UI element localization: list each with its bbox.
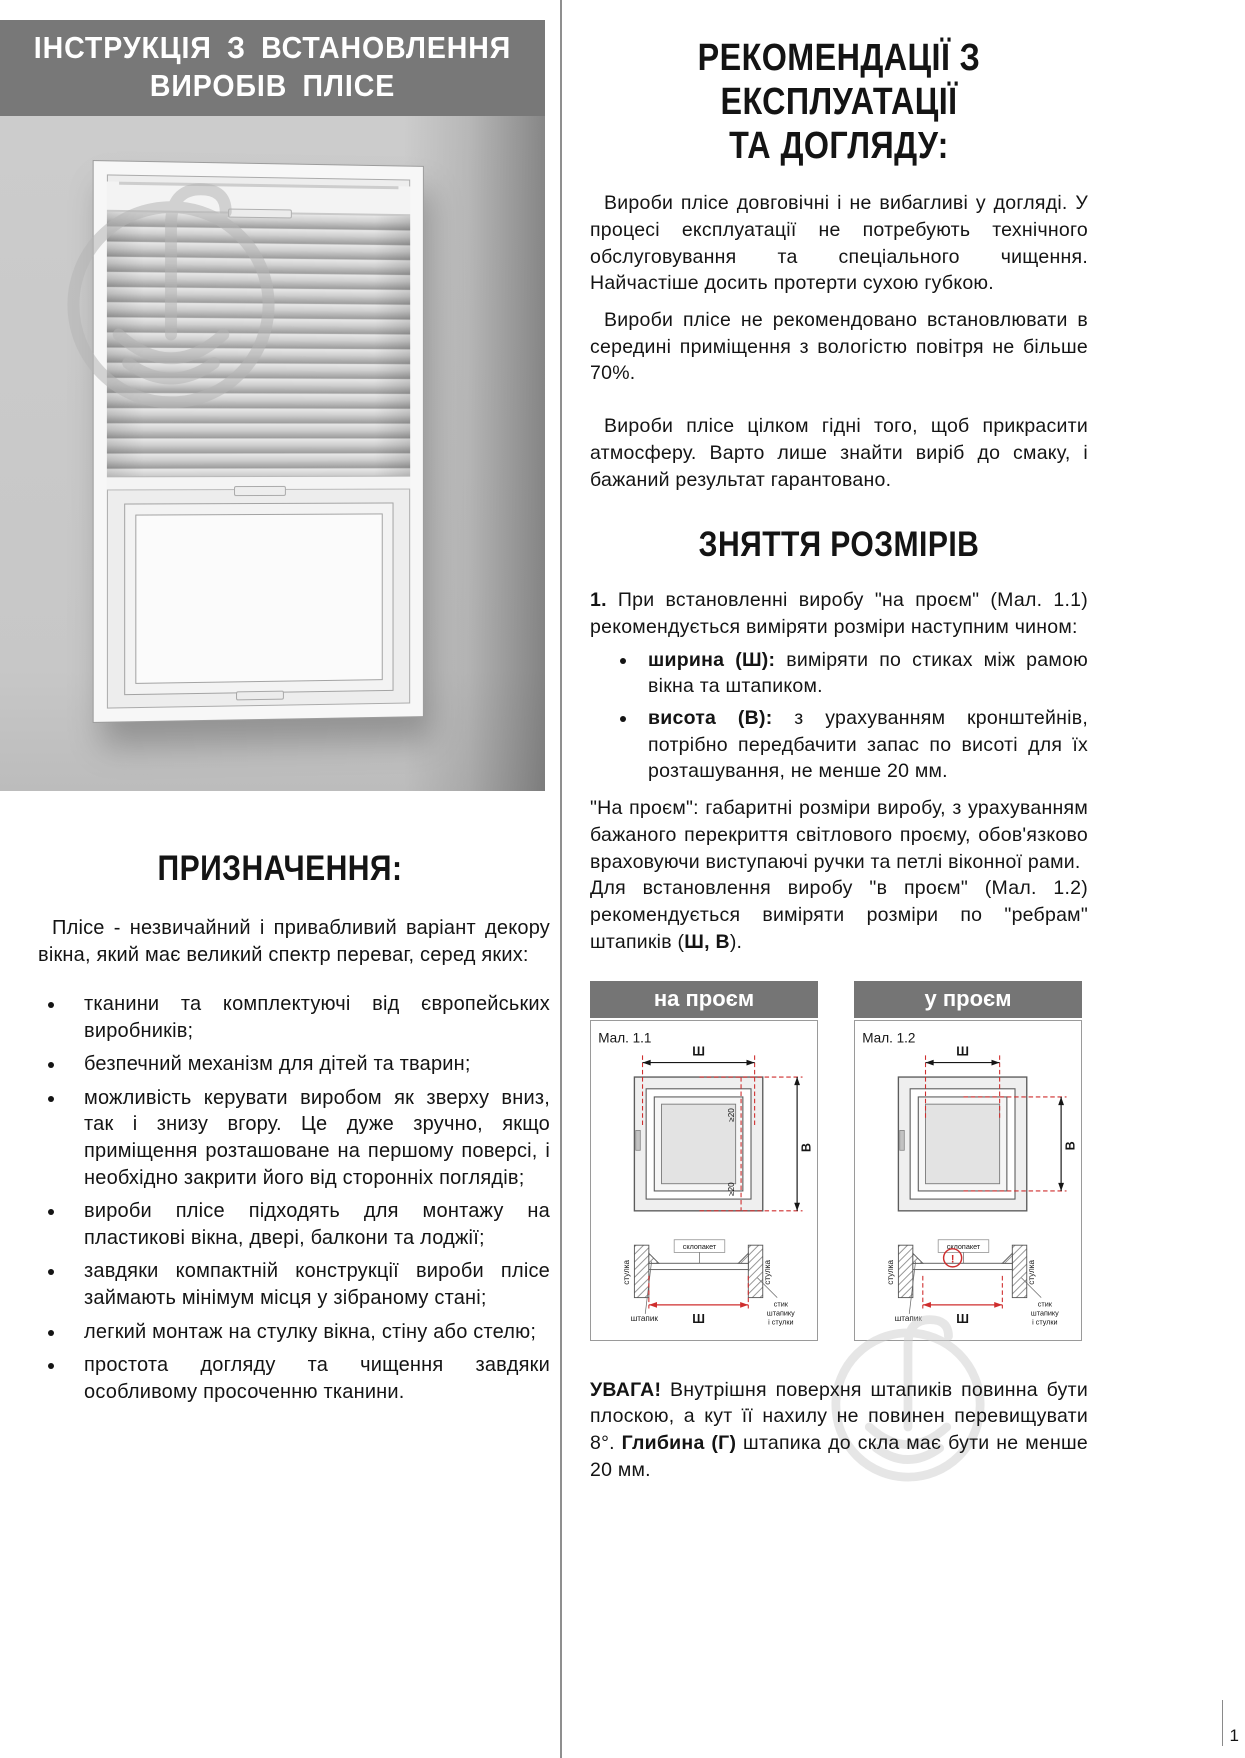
gte20-label: ≥20: [726, 1182, 736, 1197]
page-number-value: 1: [1229, 1726, 1239, 1745]
list-item: [638, 647, 1088, 700]
gte20-label: ≥20: [726, 1108, 736, 1123]
sash-handle: [236, 690, 284, 700]
diagram-na-proyem: [590, 981, 818, 1340]
purpose-list: [42, 991, 550, 1405]
diagram-box: [590, 1020, 818, 1340]
measuring-v-proyem-paragraph: [590, 875, 1088, 955]
v-proyem-end: ).: [729, 930, 743, 953]
measuring-title: ЗНЯТТЯ РОЗМІРІВ: [698, 525, 980, 565]
purpose-title: ПРИЗНАЧЕННЯ:: [157, 848, 403, 888]
blind-bottomrail: [107, 475, 410, 490]
sash-label: стулка: [621, 1260, 631, 1286]
term-height: висота (В):: [648, 707, 773, 730]
cross-section: [622, 1240, 795, 1327]
diagram-figure-1-1: [591, 1021, 817, 1339]
measuring-list: [620, 647, 1088, 786]
width-dim-label: Ш: [692, 1044, 705, 1059]
right-column: [590, 0, 1088, 1483]
joint-label: і стулки: [768, 1318, 794, 1328]
window-illustration: [0, 116, 545, 791]
care-paragraph-2: Вироби плісе не рекомендовано встановлювати в середині приміщення з вологістю повітря не більше 70%.: [590, 309, 1088, 385]
care-title-line-1: РЕКОМЕНДАЦІЇ З ЕКСПЛУАТАЦІЇ: [697, 37, 981, 124]
left-column: [0, 0, 560, 1412]
pleated-blind: [107, 211, 410, 476]
attention-label: УВАГА!: [590, 1378, 662, 1401]
joint-label: стик: [773, 1300, 788, 1310]
list-item: • можливість керувати виробом як зверху вниз, так і знизу вгору. Це дуже зручно, якщо приміщення розташоване на першому поверсі, і необхідно закрити його від сторонніх поглядів;: [66, 1085, 550, 1191]
window-frame: [94, 161, 423, 722]
joint-label: і стулки: [1032, 1318, 1058, 1328]
purpose-intro: Плісе - незвичайний і привабливий варіант декору вікна, який має великий спектр переваг, серед яких:: [38, 916, 550, 966]
glazing-label: склопакет: [682, 1242, 717, 1252]
list-item: • тканини та комплектуючі від європейських виробників;: [66, 991, 550, 1044]
bead-label: штапик: [894, 1314, 922, 1324]
width-dim-label: Ш: [956, 1312, 969, 1327]
figure-caption: Мал. 1.1: [598, 1031, 652, 1047]
sash-label: стулка: [885, 1260, 895, 1286]
column-divider: [560, 0, 562, 1758]
figure-caption: Мал. 1.2: [862, 1031, 916, 1047]
window-front-view: [634, 1077, 762, 1211]
height-dim-label: В: [1063, 1141, 1078, 1151]
list-item: • завдяки компактній конструкції вироби плісе займають мінімум місця у зібраному стані;: [66, 1258, 550, 1311]
banner-line-1: ІНСТРУКЦІЯ З ВСТАНОВЛЕННЯ: [33, 30, 512, 65]
list-item: • безпечний механізм для дітей та тварин;: [66, 1051, 550, 1078]
care-title: [590, 36, 1088, 168]
care-paragraph-1: Вироби плісе довговічні і не вибагливі у догляді. У процесі експлуатації не потребують технічного обслуговування та спеціального чищення. Найчастіше досить протерти сухою губкою.: [590, 192, 1088, 295]
glazing-label: склопакет: [946, 1242, 981, 1252]
term-width-text: виміряти по стиках між рамою вікна та штапиком.: [648, 648, 1088, 698]
term-width: ширина (Ш):: [648, 648, 776, 671]
attention-text-2: штапика до скла має бути не менше 20 мм.: [590, 1432, 1088, 1481]
blind-top-handle: [228, 208, 292, 218]
width-dim-label: Ш: [956, 1044, 969, 1059]
list-item: [638, 705, 1088, 785]
joint-label: штапику: [766, 1309, 795, 1319]
measuring-na-proyem-paragraph: "На проєм": габаритні розміри виробу, з урахуванням бажаного перекриття світлового проєму, обов'язково враховуючи виступаючі ручки та петлі віконної рами.: [590, 797, 1088, 873]
step-number: 1.: [590, 589, 607, 612]
list-item: • вироби плісе підходять для монтажу на пластикові вікна, двері, балкони та лоджії;: [66, 1198, 550, 1251]
list-item: • простота догляду та чищення завдяки особливому просоченню тканини.: [66, 1352, 550, 1405]
sash-label: стулка: [1026, 1260, 1036, 1286]
v-proyem-dims: Ш, В: [684, 930, 730, 953]
diagram-box: [854, 1020, 1082, 1340]
blind-headrail: [107, 181, 410, 216]
height-dim-label: В: [799, 1143, 814, 1153]
diagrams-row: [590, 981, 1088, 1340]
joint-label: стик: [1037, 1300, 1052, 1310]
sash-label: стулка: [762, 1260, 772, 1286]
width-dim-label: Ш: [692, 1312, 705, 1327]
warning-icon: !: [950, 1253, 955, 1266]
diagram-header-na-proyem: на проєм: [590, 981, 818, 1018]
care-paragraph-3: Вироби плісе цілком гідні того, щоб прикрасити атмосферу. Варто лише знайти виріб до смаку, і бажаний результат гарантовано.: [590, 415, 1088, 491]
cross-section: [886, 1240, 1059, 1327]
diagram-figure-1-2: [855, 1021, 1081, 1339]
measuring-step-1: [590, 587, 1088, 640]
page-number-rule: [1222, 1700, 1223, 1746]
attention-text-1: Внутрішня поверхня штапиків повинна бути плоскою, а кут її нахилу не повинен перевищувати 8°.: [590, 1378, 1088, 1455]
care-title-line-2: ТА ДОГЛЯДУ:: [729, 125, 949, 168]
joint-label: штапику: [1030, 1309, 1059, 1319]
page-number: [1222, 1700, 1239, 1746]
banner-line-2: ВИРОБІВ ПЛІСЕ: [149, 67, 396, 103]
bead-label: штапик: [630, 1314, 658, 1324]
v-proyem-text: Для встановлення виробу "в проєм" (Мал. 1.2) рекомендується виміряти розміри по "ребрам" штапиків (: [590, 877, 1088, 953]
cord-guide: [119, 181, 398, 189]
attention-bold-depth: Глибина (Г): [621, 1432, 737, 1455]
window-glass: [125, 503, 392, 694]
diagram-u-proyem: [854, 981, 1082, 1340]
blind-bottom-handle: [234, 486, 286, 496]
step-text: При встановленні виробу "на проєм" (Мал. 1.1) рекомендується виміряти розміри наступним чином:: [590, 589, 1088, 638]
list-item: • легкий монтаж на стулку вікна, стіну або стелю;: [66, 1319, 550, 1346]
left-header-banner: [0, 20, 545, 116]
term-height-text: з урахуванням кронштейнів, потрібно передбачити запас по висоті для їх розташування, не менше 20 мм.: [648, 707, 1088, 783]
attention-paragraph: [590, 1377, 1088, 1484]
diagram-header-u-proyem: у проєм: [854, 981, 1082, 1018]
